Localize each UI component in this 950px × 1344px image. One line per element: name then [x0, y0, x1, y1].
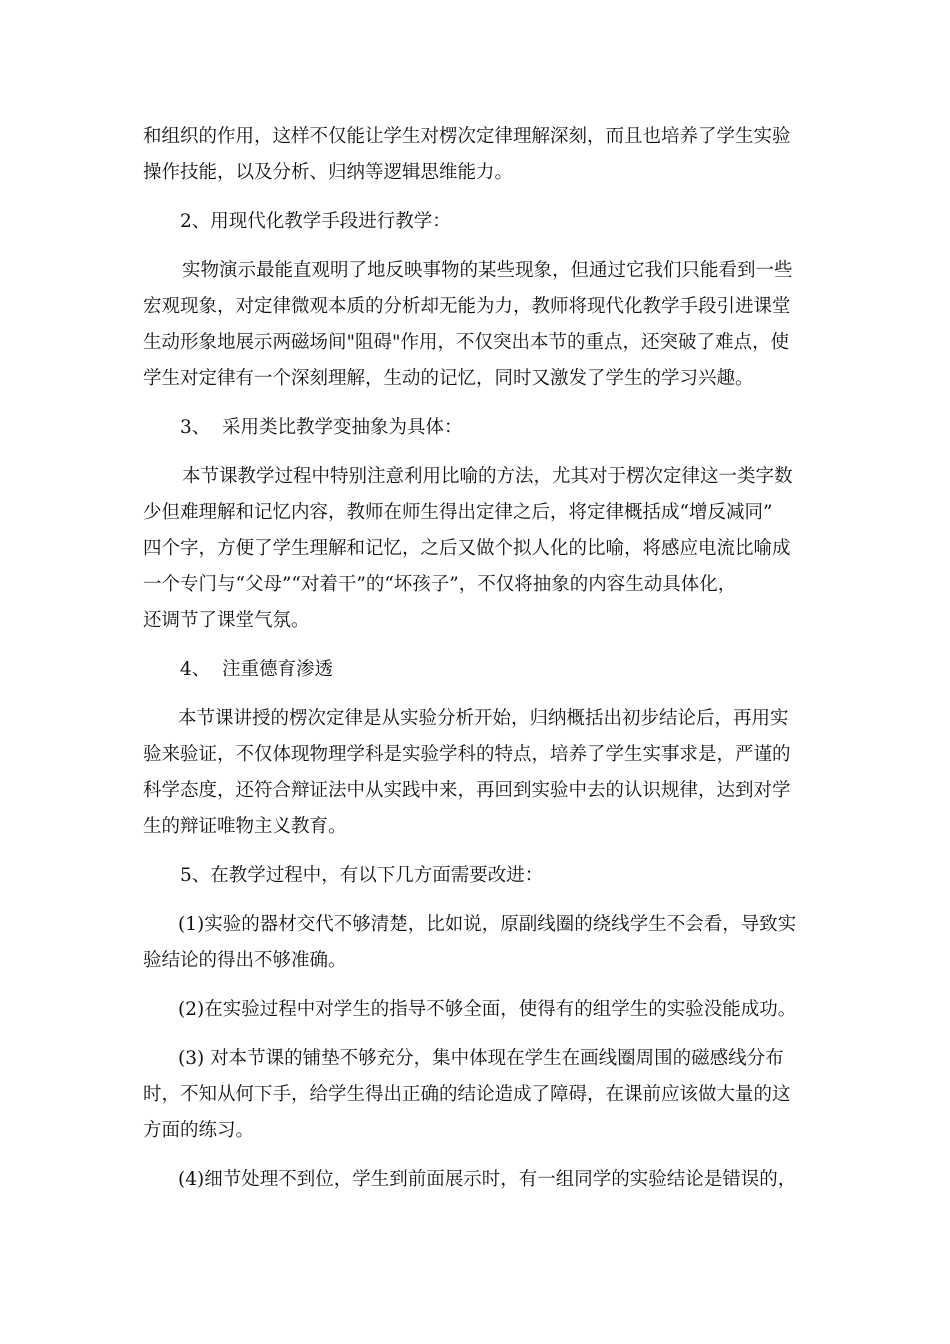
text-line: 少但难理解和记忆内容，教师在师生得出定律之后，将定律概括成“增反减同” — [143, 502, 773, 523]
text-line: 本节课讲授的楞次定律是从实验分析开始，归纳概括出初步结论后，再用实 — [178, 708, 789, 729]
section-heading-2: 2、用现代化教学手段进行教学： — [180, 211, 451, 232]
text-line: 验来验证，不仅体现物理学科是实验学科的特点，培养了学生实事求是，严谨的 — [143, 744, 791, 765]
text-line: (1)实验的器材交代不够清楚，比如说，原副线圈的绕线学生不会看，导致实 — [178, 914, 797, 935]
text-line: 实物演示最能直观明了地反映事物的某些现象，但通过它我们只能看到一些 — [182, 260, 793, 281]
text-line: 本节课教学过程中特别注意利用比喻的方法，尤其对于楞次定律这一类字数 — [182, 466, 793, 487]
text-line: 学生对定律有一个深刻理解，生动的记忆，同时又激发了学生的学习兴趣。 — [143, 368, 754, 389]
text-line: 一个专门与“父母”“对着干”的“坏孩子”，不仅将抽象的内容生动具体化， — [143, 574, 737, 595]
section-heading-5: 5、在教学过程中，有以下几方面需要改进： — [180, 865, 544, 886]
text-line: 方面的练习。 — [143, 1120, 255, 1141]
text-line: 验结论的得出不够准确。 — [143, 950, 347, 971]
text-line: 生动形象地展示两磁场间"阻碍"作用，不仅突出本节的重点，还突破了难点，使 — [143, 332, 790, 353]
text-line: 四个字，方便了学生理解和记忆，之后又做个拟人化的比喻，将感应电流比喻成 — [143, 538, 791, 559]
text-line: (3) 对本节课的铺垫不够充分，集中体现在学生在画线圈周围的磁感线分布 — [178, 1048, 784, 1069]
text-line: 科学态度，还符合辩证法中从实践中来，再回到实验中去的认识规律，达到对学 — [143, 780, 791, 801]
text-line: 宏观现象，对定律微观本质的分析却无能为力，教师将现代化教学手段引进课堂 — [143, 296, 791, 317]
text-line: 操作技能，以及分析、归纳等逻辑思维能力。 — [143, 162, 514, 183]
text-line: (4)细节处理不到位，学生到前面展示时，有一组同学的实验结论是错误的， — [178, 1169, 797, 1190]
text-line: 时，不知从何下手，给学生得出正确的结论造成了障碍，在课前应该做大量的这 — [143, 1084, 791, 1105]
section-heading-4: 4、 注重德育渗透 — [180, 659, 334, 680]
text-line: 和组织的作用，这样不仅能让学生对楞次定律理解深刻，而且也培养了学生实验 — [143, 126, 791, 147]
text-line: (2)在实验过程中对学生的指导不够全面，使得有的组学生的实验没能成功。 — [178, 999, 797, 1020]
text-line: 生的辩证唯物主义教育。 — [143, 816, 347, 837]
text-line: 还调节了课堂气氛。 — [143, 610, 310, 631]
section-heading-3: 3、 采用类比教学变抽象为具体： — [180, 417, 463, 438]
